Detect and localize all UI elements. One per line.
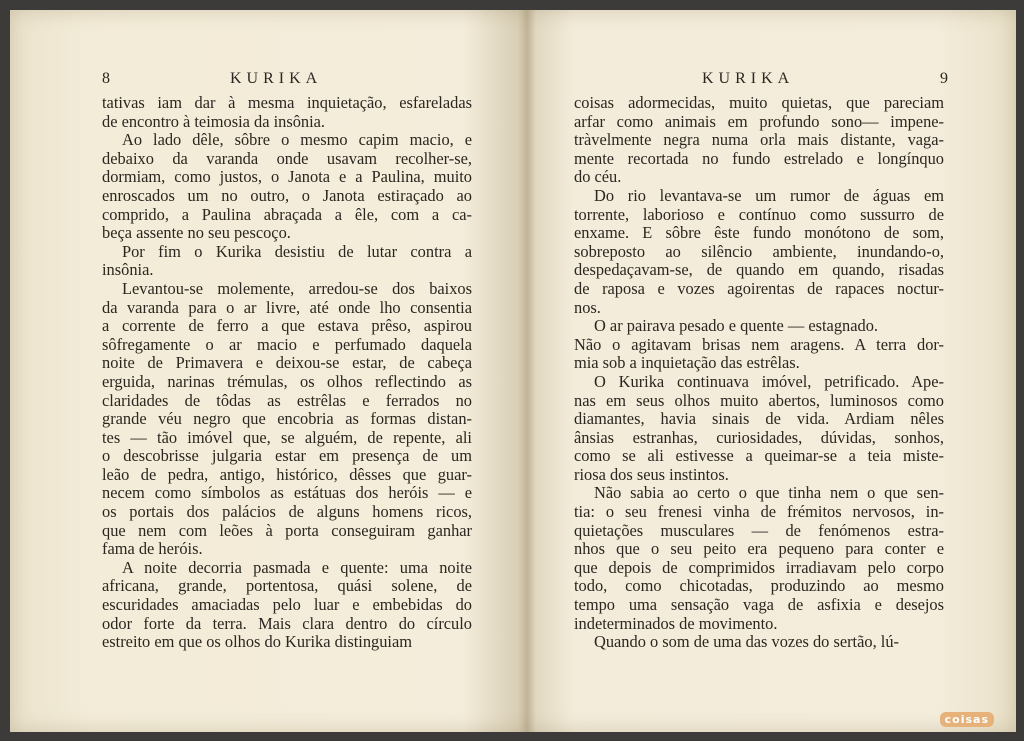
text-line: nos.	[574, 297, 601, 317]
text-line: estreito em que os olhos do Kurika distinguiam	[102, 632, 413, 652]
text-line: fama de heróis.	[102, 539, 203, 559]
text-line: O Kurika continuava imóvel, petrificado. Ape-	[594, 371, 944, 391]
text-line: de raposa e vozes agoirentas de rapaces noctur-	[574, 278, 944, 298]
text-line: Não sabia ao certo o que tinha nem o que sen-	[594, 483, 944, 503]
text-line: tia: o seu frenesi vinha de frémitos nervosos, in-	[574, 502, 944, 522]
left-page-number: 8	[102, 70, 110, 87]
text-line: que nem com leões à porta conseguiram ganhar	[102, 520, 472, 540]
text-line: indeterminados de movimento.	[574, 613, 778, 633]
text-line: que depois de comprimidos irradiavam pelo corpo	[574, 557, 944, 577]
text-line: despedaçavam-se, de quando em quando, risadas	[574, 260, 944, 280]
text-line: mia sob a inquietação das estrêlas.	[574, 353, 800, 373]
text-line: Não o agitavam brisas nem aragens. A terra dor-	[574, 334, 944, 354]
text-line: necem como símbolos as estátuas dos heróis — e	[102, 483, 472, 503]
text-line: tràvelmente negra numa orla mais distante, vaga-	[574, 130, 944, 150]
text-line: do céu.	[574, 167, 622, 187]
text-line: ânsias estranhas, curiosidades, dúvidas, sonhos,	[574, 427, 944, 447]
right-page-number: 9	[940, 70, 948, 87]
text-line: grande véu negro que encobria as formas distan-	[102, 409, 472, 429]
text-line: nas em seus olhos muito abertos, luminosos como	[574, 390, 944, 410]
text-line: da varanda para o ar livre, até onde lho consentia	[102, 297, 472, 317]
text-line: dormiam, como justos, o Janota e a Paulina, muito	[102, 167, 472, 187]
text-line: claridades de tôdas as estrêlas e ferrados no	[102, 390, 472, 410]
text-line: sôfregamente o ar macio e perfumado daquela	[102, 334, 472, 354]
left-page-text	[102, 94, 472, 652]
text-line: torrente, laborioso e contínuo como sussurro de	[574, 204, 944, 224]
text-line: enroscados um no outro, o Janota estiraçado ao	[102, 185, 472, 205]
text-line: o descobrisse julgaria estar em presença de um	[102, 446, 472, 466]
text-line: a corrente de ferro a que estava prêso, aspirou	[102, 316, 472, 336]
text-line: arfar como animais em profundo sono— impene-	[574, 111, 944, 131]
text-line: Quando o som de uma das vozes do sertão, lú-	[594, 632, 899, 652]
text-line: africana, grande, portentosa, quási solene, de	[102, 576, 472, 596]
text-line: noite de Primavera e deixou-se estar, de cabeça	[102, 353, 472, 373]
right-page-text	[574, 94, 944, 652]
text-line: todo, como chicotadas, produzindo ao mesmo	[574, 576, 944, 596]
left-page-running-title: KURIKA	[230, 70, 323, 87]
text-line: leão de pedra, antigo, histórico, dêsses que guar-	[102, 464, 472, 484]
text-line: odor forte da terra. Mais clara dentro do círculo	[102, 613, 472, 633]
text-line: enxame. E sôbre êste fundo monótono de som,	[574, 223, 944, 243]
text-line: tempo uma sensação vaga de asfixia e desejos	[574, 595, 944, 615]
right-page	[574, 64, 948, 652]
watermark-logo: coisas	[940, 712, 994, 727]
text-line: os portais dos palácios de alguns homens ricos,	[102, 502, 472, 522]
text-line: Levantou-se molemente, arredou-se dos baixos	[122, 278, 472, 298]
text-line: A noite decorria pasmada e quente: uma noite	[122, 557, 472, 577]
text-line: mente recortada no fundo estrelado e longínquo	[574, 148, 944, 168]
left-page-header	[102, 64, 472, 94]
text-line: nhos que o seu peito era pequeno para conter e	[574, 539, 944, 559]
text-line: como se ali estivesse a queimar-se a teia miste-	[574, 446, 944, 466]
text-line: riosa dos seus instintos.	[574, 464, 729, 484]
text-line: erguida, narinas trémulas, os olhos reflectindo as	[102, 371, 472, 391]
text-line: comprido, a Paulina abraçada a êle, com a ca-	[102, 204, 472, 224]
right-page-running-title: KURIKA	[702, 70, 795, 87]
text-line: Do rio levantava-se um rumor de águas em	[594, 185, 944, 205]
book-gutter	[518, 10, 536, 732]
right-page-header	[574, 64, 948, 94]
text-line: escuridades amaciadas pelo luar e embebidas do	[102, 595, 472, 615]
text-line: sobreposto ao silêncio ambiente, inundando-o,	[574, 241, 944, 261]
text-line: tativas iam dar à mesma inquietação, esfareladas	[102, 93, 472, 112]
text-line: diamantes, havia sinais de vida. Ardiam nêles	[574, 409, 944, 429]
text-line: beça assente no seu pescoço.	[102, 223, 291, 243]
text-line: debaixo da varanda onde usavam recolher-se,	[102, 148, 472, 168]
text-line: tes — tão imóvel que, se alguém, de repente, ali	[102, 427, 472, 447]
text-line: O ar pairava pesado e quente — estagnado.	[594, 316, 878, 336]
text-line: quietações musculares — de fenómenos estra-	[574, 520, 944, 540]
text-line: Ao lado dêle, sôbre o mesmo capim macio, e	[122, 130, 472, 150]
text-line: coisas adormecidas, muito quietas, que pareciam	[574, 93, 944, 112]
text-line: de encontro à teimosia da insônia.	[102, 111, 326, 131]
text-line: insônia.	[102, 260, 154, 280]
left-page	[102, 64, 472, 652]
text-line: Por fim o Kurika desistiu de lutar contra a	[122, 241, 472, 261]
